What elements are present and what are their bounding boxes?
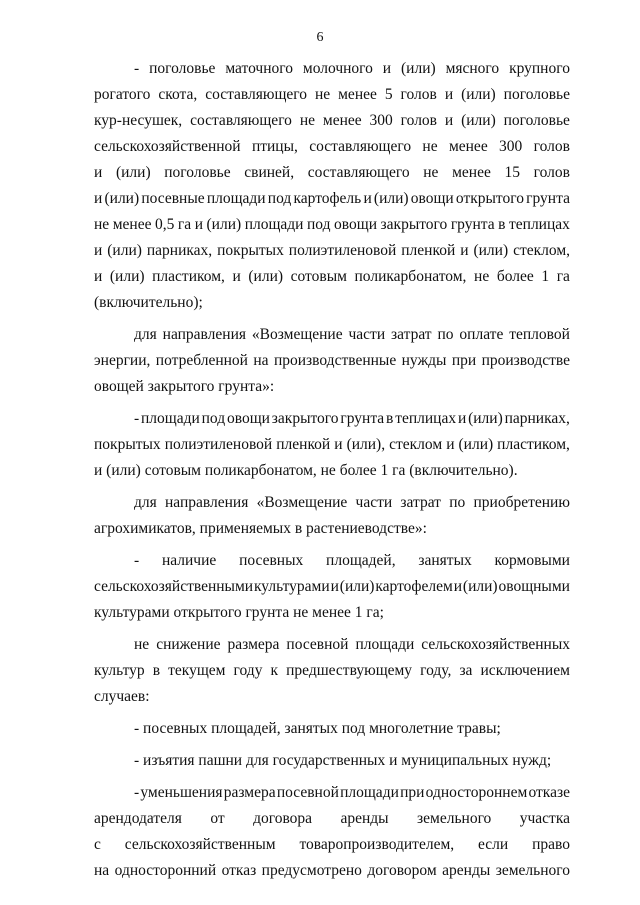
paragraph: [94, 748, 570, 774]
paragraph: [94, 632, 570, 710]
paragraph: [94, 490, 570, 542]
text-line: - поголовье маточного молочного и (или) мясного крупного: [134, 60, 570, 77]
paragraph: [94, 548, 570, 626]
text-line: (включительно);: [94, 294, 203, 311]
text-line: сельскохозяйственной птицы, составляющего не менее 300 голов: [94, 138, 570, 155]
text-line: овощей закрытого грунта»:: [94, 378, 275, 395]
paragraph: [94, 406, 570, 484]
paragraph: [94, 56, 570, 316]
text-line: культурами открытого грунта не менее 1 га;: [94, 604, 384, 621]
text-line: - площади под овощи закрытого грунта в теплицах и (или) парниках,: [134, 410, 570, 427]
text-line: сельскохозяйственными культурами и (или) картофелем и (или) овощными: [94, 578, 570, 595]
text-line: энергии, потребленной на производственные нужды при производстве: [94, 352, 570, 369]
text-line: и (или) посевные площади под картофель и (или) овощи открытого грунта: [94, 190, 570, 207]
text-line: и (или) поголовье свиней, составляющего не менее 15 голов: [94, 164, 570, 181]
text-line: на односторонний отказ предусмотрено договором аренды земельного: [94, 862, 570, 879]
text-line: - посевных площадей, занятых под многолетние травы;: [134, 720, 501, 737]
text-line: - изъятия пашни для государственных и муниципальных нужд;: [134, 752, 552, 769]
text-line: кур-несушек, составляющего не менее 300 голов и (или) поголовье: [94, 112, 570, 129]
text-line: - наличие посевных площадей, занятых кормовыми: [134, 552, 570, 569]
text-line: с сельскохозяйственным товаропроизводителем, если право: [94, 836, 570, 853]
text-line: арендодателя от договора аренды земельного участка: [94, 810, 570, 827]
text-line: агрохимикатов, применяемых в растениеводстве»:: [94, 520, 427, 537]
text-line: и (или) пластиком, и (или) сотовым поликарбонатом, не более 1 га: [94, 268, 570, 285]
paragraph: [94, 716, 570, 742]
text-line: для направления «Возмещение части затрат по оплате тепловой: [134, 326, 570, 343]
text-line: и (или) парниках, покрытых полиэтиленовой пленкой и (или) стеклом,: [94, 242, 570, 259]
document-body: [94, 56, 570, 884]
text-line: случаев:: [94, 688, 150, 705]
text-line: рогатого скота, составляющего не менее 5 голов и (или) поголовье: [94, 86, 570, 103]
text-line: и (или) сотовым поликарбонатом, не более 1 га (включительно).: [94, 462, 518, 479]
page-number: 6: [316, 30, 324, 45]
paragraph: [94, 780, 570, 884]
paragraph: [94, 322, 570, 400]
text-line: не снижение размера посевной площади сельскохозяйственных: [134, 636, 570, 653]
text-line: - уменьшения размера посевной площади при одностороннем отказе: [134, 784, 570, 801]
text-line: покрытых полиэтиленовой пленкой и (или), стеклом и (или) пластиком,: [94, 436, 570, 453]
text-line: для направления «Возмещение части затрат по приобретению: [134, 494, 570, 511]
text-line: не менее 0,5 га и (или) площади под овощи закрытого грунта в теплицах: [94, 216, 570, 233]
text-line: культур в текущем году к предшествующему году, за исключением: [94, 662, 570, 679]
